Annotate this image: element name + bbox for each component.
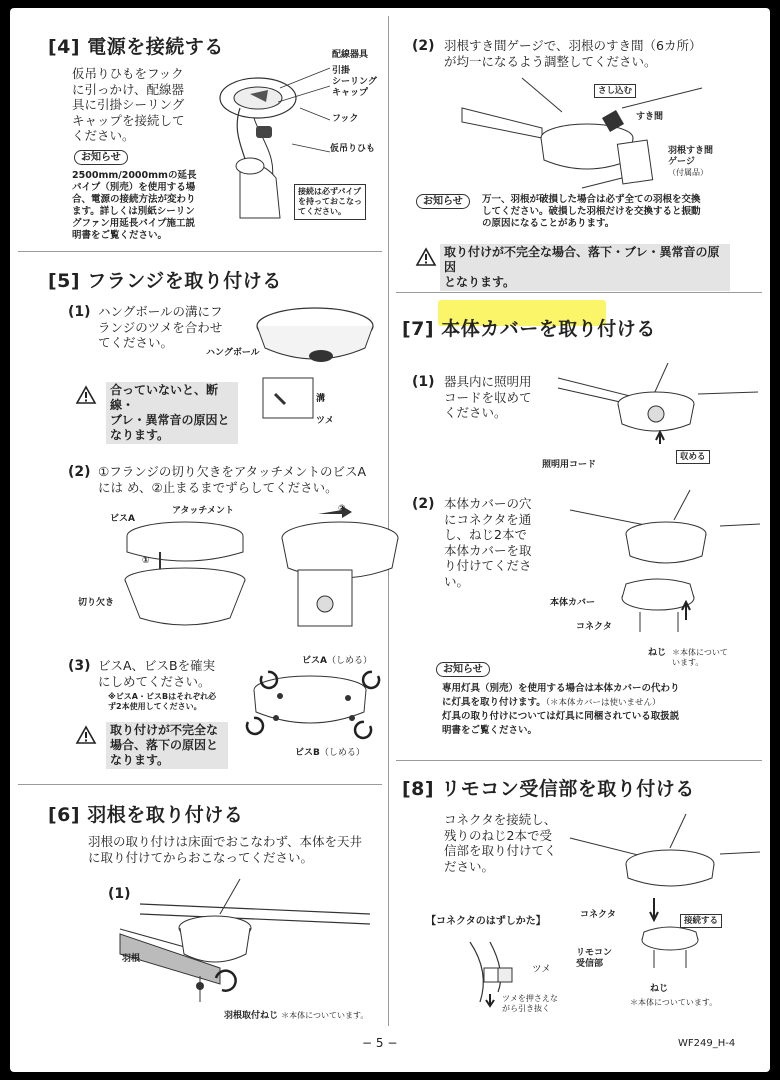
document-code: WF249_H-4 [678, 1038, 736, 1049]
label-screw-note: ＊本体について います。 [672, 648, 728, 667]
manual-page [10, 8, 770, 1072]
label-wiring-device: 配線器具 [332, 50, 369, 60]
s7-step1-text: 器具内に照明用 コードを収めて ください。 [444, 374, 532, 420]
label-attachment: アタッチメント [172, 506, 235, 516]
s7-step2-number: (2) [412, 496, 435, 512]
section-6-notice: 万一、羽根が破損した場合は必ず全ての羽根を交換 してください。破損した羽根だけを交換すると振動 の原因になることがあります。 [482, 194, 701, 229]
divider-s6-s7 [396, 292, 762, 293]
label-connector: コネクタ [576, 622, 612, 632]
s5-step3-text: ビスA、ビスBを確実 にしめてください。 [98, 658, 216, 689]
s6-step1-number: (1) [108, 886, 131, 902]
s5-step3-note: ※ビスA・ビスBはそれぞれ必 ず2本使用してください。 [108, 692, 217, 711]
section-5-heading: [5] フランジを取り付ける [48, 270, 282, 292]
section-7-notice-badge: お知らせ [436, 662, 490, 677]
s7-step2-text: 本体カバーの穴 にコネクタを通 し、ねじ2本で 本体カバーを取 り付けてくださ い。 [444, 496, 532, 589]
label-gap: すき間 [636, 112, 664, 122]
s7-step1-number: (1) [412, 374, 435, 390]
divider-s7-s8 [396, 760, 762, 761]
label-light-cord: 照明用コード [542, 460, 597, 470]
label-detach-tab: ツメ [532, 964, 551, 975]
s5-step1-text: ハングボールの溝にフ ランジのツメを合わせ てください。 [98, 304, 223, 350]
label-bis-a: ビスA [110, 514, 135, 524]
label-insert: さし込む [594, 84, 636, 98]
label-screw-8: ねじ [650, 984, 669, 994]
label-screw: ねじ [648, 648, 667, 658]
label-blade-screw: 羽根取付ねじ ＊本体についています。 [224, 1011, 369, 1021]
label-pipe-note: 接続は必ずパイプ を持っておこなっ てください。 [294, 184, 366, 220]
body-cover-illustration [570, 486, 760, 636]
section-6-heading: [6] 羽根を取り付ける [48, 804, 244, 826]
tighten-screws-illustration [240, 668, 380, 758]
section-7-heading: [7] 本体カバーを取り付ける [402, 318, 656, 340]
section-6-body: 羽根の取り付けは床面でおこなわず、本体を天井 に取り付けてからおこなってください。 [88, 834, 363, 865]
s5-warning-3: 取り付けが不完全な 場合、落下の原因と なります。 [106, 722, 228, 769]
s5-step1-number: (1) [68, 304, 91, 320]
label-bis-b-tighten: ビスB（しめる） [295, 748, 365, 758]
page-number: − 5 − [362, 1036, 398, 1050]
warning-icon [416, 248, 436, 266]
warning-icon [76, 386, 96, 404]
s5-step3-number: (3) [68, 658, 91, 674]
s6-step2-text: 羽根すき間ゲージで、羽根のすき間（6カ所） が均一になるよう調整してください。 [444, 38, 702, 69]
section-8-heading: [8] リモコン受信部を取り付ける [402, 778, 695, 800]
section-4-heading: [4] 電源を接続する [48, 36, 224, 58]
warning-icon [76, 726, 96, 744]
column-divider [388, 16, 389, 1026]
label-notch: 切り欠き [78, 598, 115, 608]
divider-s5-s6 [18, 784, 382, 785]
section-4-body: 仮吊りひもをフック に引っかけ、配線器 具に引掛シーリング キャップを接続して ください。 [72, 66, 185, 143]
flange-attachment-illustration [120, 508, 380, 648]
label-press-pull: ツメを押さえな がら引き抜く [502, 994, 558, 1013]
cord-store-illustration [558, 358, 758, 458]
label-receiver: リモコン 受信部 [576, 948, 613, 969]
label-ceiling-cap: 引掛 シーリング キャップ [332, 66, 377, 98]
label-connect: 接続する [680, 914, 722, 928]
label-circle-2: ② [338, 504, 346, 514]
label-groove: 溝 [316, 394, 326, 404]
s6-warning: 取り付けが不完全な場合、落下・ブレ・異常音の原因 となります。 [440, 244, 730, 291]
label-store: 収める [676, 450, 710, 464]
section-6-notice-badge: お知らせ [416, 194, 470, 209]
flange-hangball-illustration [255, 298, 385, 428]
label-blade: 羽根 [122, 954, 141, 964]
section-7-notice: 専用灯具（別売）を使用する場合は本体カバーの代わり に灯具を取り付けます。（＊本体カバーは使いません） 灯具の取り付けについては灯具に同梱されている取扱説 明書をご覧ください。 [442, 683, 680, 736]
s5-step2-text: ①フランジの切り欠きをアタッチメントのビスA には め、②止まるまでずらしてください。 [98, 464, 367, 495]
label-hangball: ハングボール [206, 348, 260, 358]
section-4-notice-badge: お知らせ [74, 150, 128, 165]
label-body-cover: 本体カバー [550, 598, 596, 608]
detach-title: 【コネクタのはずしかた】 [426, 916, 546, 927]
section-8-body: コネクタを接続し、 残りのねじ2本で受 信部を取り付けてく ださい。 [444, 812, 557, 874]
section-4-notice: 2500mm/2000mmの延長 パイプ（別売）を使用する場 合、電源の接続方法が変わり ます。詳しくは別紙シーリン グファン用延長パイプ施工説 明書をご覧ください。 [72, 170, 197, 241]
blade-attach-illustration [120, 874, 380, 1024]
label-connector-8: コネクタ [580, 910, 616, 920]
label-temp-cord: 仮吊りひも [330, 144, 376, 154]
label-circle-1: ① [142, 556, 150, 566]
label-bis-a-tighten: ビスA（しめる） [302, 656, 372, 666]
s5-warning-1: 合っていないと、断線・ ブレ・異常音の原因と なります。 [106, 382, 238, 444]
label-tab: ツメ [316, 416, 334, 426]
s5-step2-number: (2) [68, 464, 91, 480]
s6-step2-number: (2) [412, 38, 435, 54]
label-hook: フック [332, 114, 359, 124]
divider-s4-s5 [18, 251, 382, 252]
label-gauge: 羽根すき間 ゲージ （付属品） [668, 146, 714, 177]
label-screw-note-8: ＊本体についています。 [630, 998, 718, 1007]
